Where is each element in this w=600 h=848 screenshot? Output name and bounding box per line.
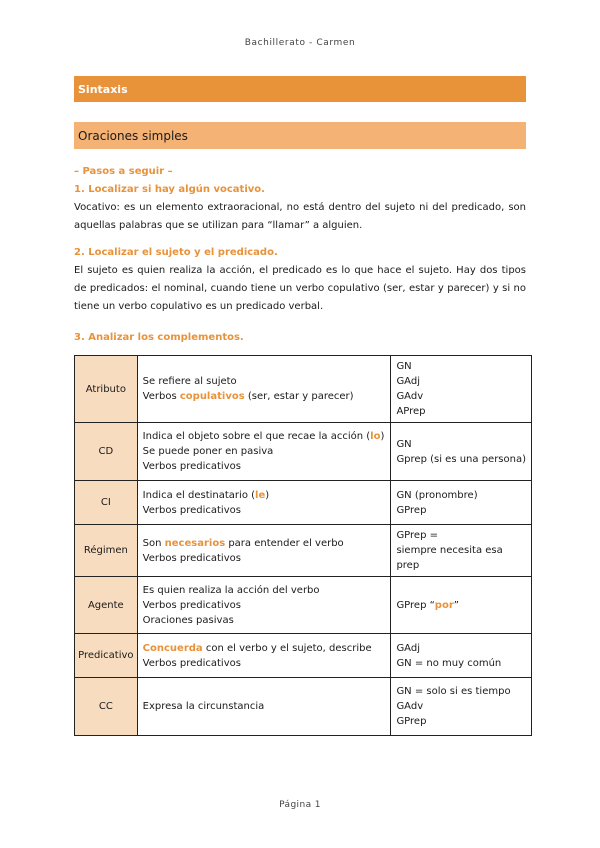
group-line: GPrep [396, 504, 427, 516]
table-row [75, 577, 532, 634]
group-cell [391, 577, 532, 634]
description-cell [137, 481, 391, 525]
subsection-title-text: Oraciones simples [78, 128, 188, 143]
description-line: Expresa la circunstancia [142, 701, 265, 712]
group-line: GPrep “por” [396, 599, 459, 611]
table-row [75, 481, 532, 525]
description-line: Oraciones pasivas [142, 614, 234, 626]
row-name-cell: Régimen [75, 525, 138, 577]
group-cell [391, 525, 532, 577]
step1-title: 1. Localizar si hay algún vocativo. [74, 184, 265, 195]
group-line: GN (pronombre) [396, 489, 478, 501]
description-line: Verbos predicativos [142, 552, 241, 564]
group-line: GAdv [396, 701, 424, 712]
complements-table [74, 355, 532, 736]
group-line: GAdj [396, 642, 420, 654]
group-line: siempre necesita esa prep [396, 545, 503, 571]
highlight-text: por [434, 599, 454, 611]
highlight-text: copulativos [179, 391, 245, 402]
step2-title: 2. Localizar el sujeto y el predicado. [74, 247, 278, 258]
description-line: Verbos predicativos [142, 461, 241, 472]
description-line: Es quien realiza la acción del verbo [142, 584, 320, 596]
group-line: GN [396, 361, 412, 372]
row-name-cell: CD [75, 423, 138, 481]
subsection-title [74, 122, 526, 149]
group-line: GPrep [396, 716, 427, 727]
page-footer: Página 1 [279, 800, 321, 810]
description-cell [137, 525, 391, 577]
document-body [74, 163, 526, 736]
group-cell [391, 481, 532, 525]
group-cell [391, 423, 532, 481]
table-row [75, 678, 532, 736]
section-title-text: Sintaxis [78, 82, 128, 96]
description-line: Concuerda con el verbo y el sujeto, describe [142, 642, 372, 654]
description-line: Se refiere al sujeto [142, 376, 237, 387]
group-line: GN = solo si es tiempo [396, 686, 511, 697]
group-line: APrep [396, 406, 426, 417]
highlight-text: necesarios [164, 537, 226, 549]
steps-heading: – Pasos a seguir – [74, 166, 173, 177]
table-row [75, 423, 532, 481]
row-name-cell: Agente [75, 577, 138, 634]
description-line: Indica el destinatario (le) [142, 489, 270, 501]
description-line: Indica el objeto sobre el que recae la acción (lo) [142, 431, 385, 442]
group-cell [391, 634, 532, 678]
table-row [75, 356, 532, 423]
highlight-text: Concuerda [142, 642, 203, 654]
description-cell [137, 356, 391, 423]
group-cell [391, 356, 532, 423]
page-header: Bachillerato - Carmen [244, 38, 356, 48]
row-name-cell: Atributo [75, 356, 138, 423]
row-name-cell: CI [75, 481, 138, 525]
row-name-cell: CC [75, 678, 138, 736]
highlight-text: lo [370, 431, 381, 442]
description-line: Verbos predicativos [142, 657, 241, 669]
group-line: GN = no muy común [396, 657, 502, 669]
description-cell [137, 634, 391, 678]
description-cell [137, 678, 391, 736]
description-cell [137, 577, 391, 634]
step3-title: 3. Analizar los complementos. [74, 332, 244, 343]
group-line: Gprep (si es una persona) [396, 453, 527, 465]
highlight-text: le [255, 489, 266, 501]
section-title [74, 76, 526, 102]
description-line: Verbos predicativos [142, 504, 241, 516]
group-line: GN [396, 438, 412, 450]
step1-text: Vocativo: es un elemento extraoracional, no está dentro del sujeto ni del predicado, son aquellas palabras que se utilizan para “llamar” a alguien. [74, 202, 526, 231]
description-line: Se puede poner en pasiva [142, 446, 274, 457]
step2-text: El sujeto es quien realiza la acción, el predicado es lo que hace el sujeto. Hay dos tipos de predicados: el nominal, cuando tiene un verbo copulativo (ser, estar y parecer) y si no tiene un verbo copulativo es un predicado verbal. [74, 265, 526, 312]
description-cell [137, 423, 391, 481]
description-line: Son necesarios para entender el verbo [142, 537, 344, 549]
group-line: GAdj [396, 376, 420, 387]
row-name-cell: Predicativo [75, 634, 138, 678]
group-line: GAdv [396, 391, 424, 402]
table-row [75, 525, 532, 577]
description-line: Verbos copulativos (ser, estar y parecer) [142, 391, 354, 402]
description-line: Verbos predicativos [142, 599, 241, 611]
group-line: GPrep = [396, 530, 438, 541]
table-row [75, 634, 532, 678]
group-cell [391, 678, 532, 736]
